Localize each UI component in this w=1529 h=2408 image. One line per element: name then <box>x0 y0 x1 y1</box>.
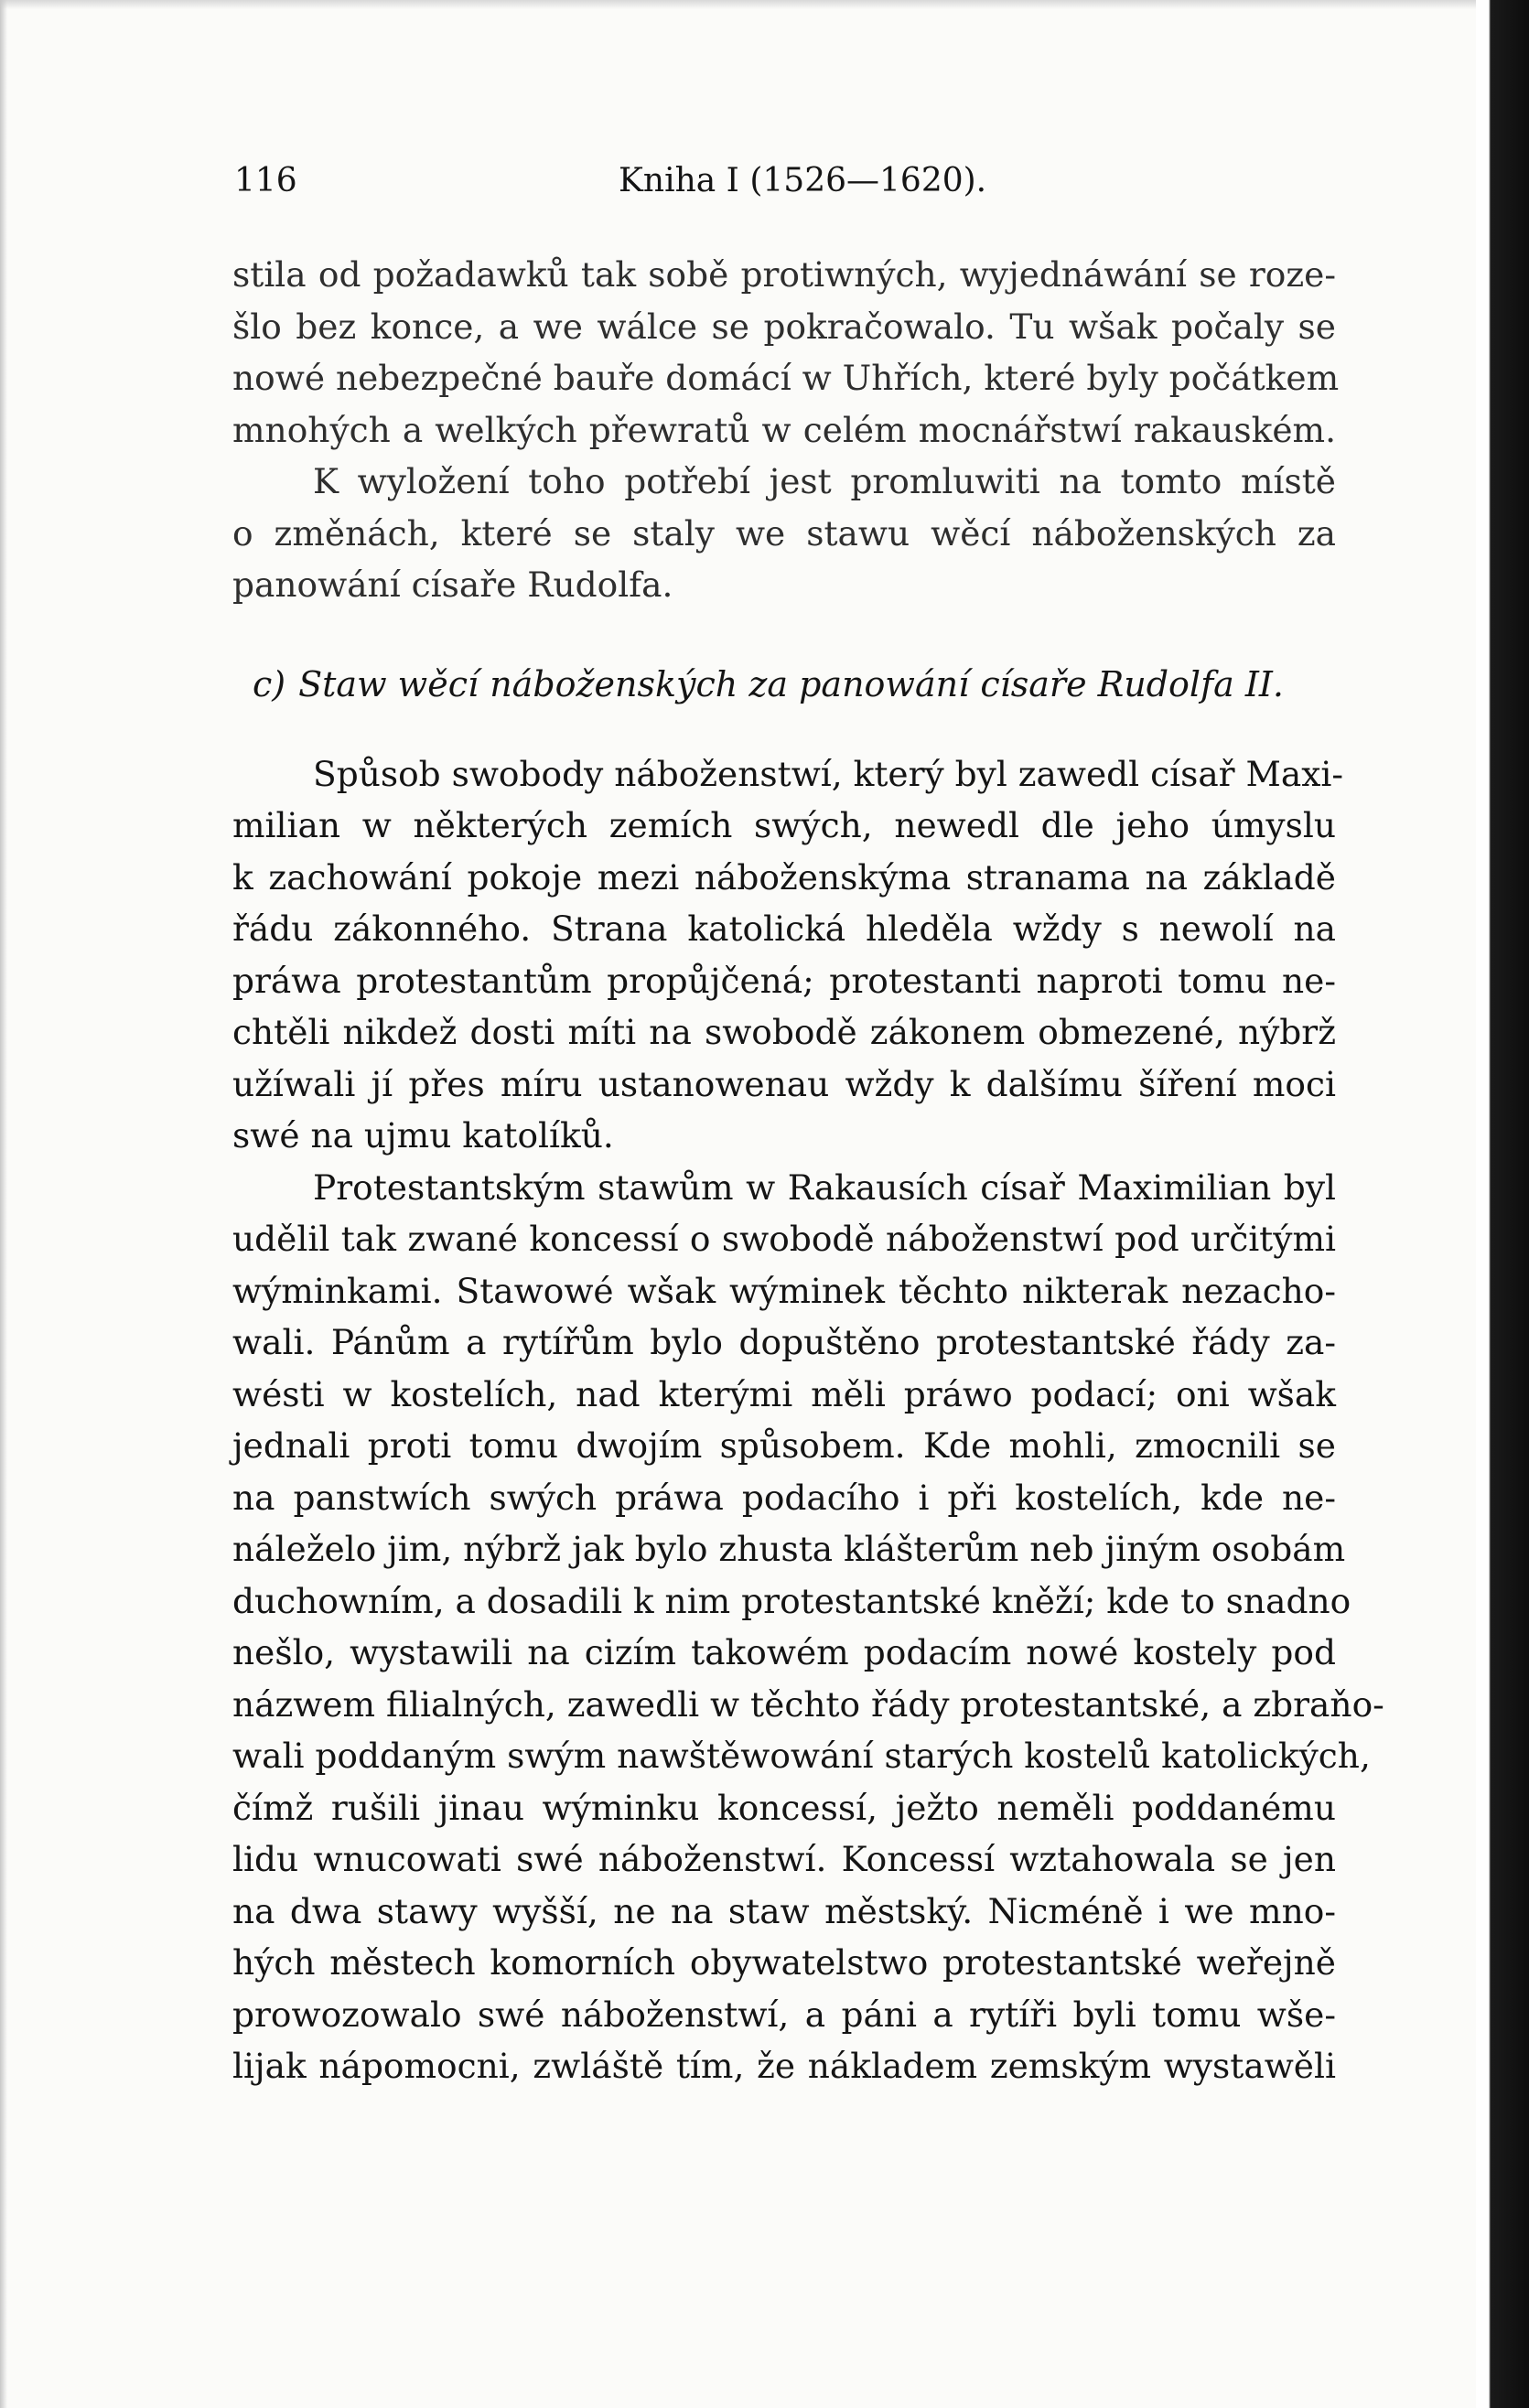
text-line: jednali proti tomu dwojím spůsobem. Kde mohli, zmocnili se <box>232 1425 1336 1466</box>
text-line: stila od požadawků tak sobě protiwných, wyjednáwání se roze- <box>232 254 1336 295</box>
text-line: o změnách, které se staly we stawu wěcí náboženských za <box>232 512 1336 554</box>
running-title: Kniha I (1526—1620). <box>619 162 987 199</box>
text-line: Spůsob swobody náboženstwí, který byl zawedl císař Maxi- <box>313 753 1344 794</box>
text-line: wali poddaným swým nawštěwowání starých kostelů katolických, <box>232 1736 1371 1776</box>
text-line: na dwa stawy wyšší, ne na staw městský. Nicméně i we mno- <box>232 1890 1336 1931</box>
text-line: šlo bez konce, a we wálce se pokračowalo. Tu wšak počaly se <box>232 306 1336 347</box>
text-line: wali. Pánům a rytířům bylo dopuštěno protestantské řády za- <box>232 1322 1336 1362</box>
section-heading <box>232 659 1336 710</box>
text-line: lidu wnucowati swé náboženstwí. Koncessí wztahowala se jen <box>232 1839 1336 1879</box>
scan-top-edge <box>0 0 1476 9</box>
intro-paragraph <box>232 249 1340 611</box>
text-line: duchowním, a dosadili k nim protestantské kněží; kde to snadno <box>232 1580 1351 1621</box>
text-line: hých městech komorních obywatelstwo protestantské weřejně <box>232 1942 1336 1983</box>
text-line: práwa protestantům propůjčená; protestanti naproti tomu ne- <box>232 960 1336 1001</box>
text-line: k zachowání pokoje mezi náboženskýma stranama na základě <box>232 856 1336 898</box>
scan-right-edge <box>1476 0 1529 2408</box>
section-label: c) <box>253 663 286 704</box>
paragraph-1 <box>232 748 1344 1162</box>
text-line: na panstwích swých práwa podacího i při kostelích, kde ne- <box>232 1477 1336 1518</box>
text-line: Protestantským stawům w Rakausích císař Maximilian byl <box>313 1166 1336 1208</box>
text-line: mnohých a welkých přewratů w celém mocnářstwí rakauském. <box>232 409 1336 450</box>
scan-left-edge <box>0 0 7 2408</box>
text-line: K wyložení toho potřebí jest promluwiti na tomto místě <box>313 461 1336 501</box>
text-line: chtěli nikdež dosti míti na swobodě zákonem obmezené, nýbrž <box>232 1012 1336 1052</box>
text-line: panowání císaře Rudolfa. <box>232 564 673 605</box>
text-line: názwem filialných, zawedli w těchto řády protestantské, a zbraňo- <box>232 1683 1384 1725</box>
text-line: prowozowalo swé náboženstwí, a páni a rytíři byli tomu wše- <box>232 1994 1336 2035</box>
paragraph-2 <box>232 1162 1384 2092</box>
text-line: lijak nápomocni, zwláště tím, že nákladem zemským wystawěli <box>232 2046 1336 2086</box>
page-number: 116 <box>234 162 297 199</box>
text-line: wýminkami. Stawowé wšak wýminek těchto nikterak nezacho- <box>232 1270 1336 1311</box>
text-line: náleželo jim, nýbrž jak bylo zhusta klášterům neb jiným osobám <box>232 1529 1346 1569</box>
text-line: užíwali jí přes míru ustanowenau wždy k dalšímu šíření moci <box>232 1063 1336 1104</box>
text-line: nešlo, wystawili na cizím takowém podacím nowé kostely pod <box>232 1632 1336 1672</box>
text-line: wésti w kostelích, nad kterými měli práwo podací; oni wšak <box>232 1373 1336 1414</box>
section-title: Staw wěcí náboženských za panowání císaře Rudolfa II. <box>298 663 1284 704</box>
text-line: udělil tak zwané koncessí o swobodě náboženstwí pod určitými <box>232 1219 1336 1259</box>
text-line: milian w některých zemích swých, newedl dle jeho úmyslu <box>232 805 1336 845</box>
text-line: nowé nebezpečné bauře domácí w Uhřích, které byly počátkem <box>232 358 1340 398</box>
text-line: řádu zákonného. Strana katolická hleděla wždy s newolí na <box>232 908 1336 949</box>
text-line: čímž rušili jinau wýminku koncessí, ježto neměli poddanému <box>232 1787 1336 1828</box>
text-block <box>232 249 1384 2092</box>
page-header <box>234 154 1334 209</box>
text-line: swé na ujmu katolíků. <box>232 1115 614 1156</box>
